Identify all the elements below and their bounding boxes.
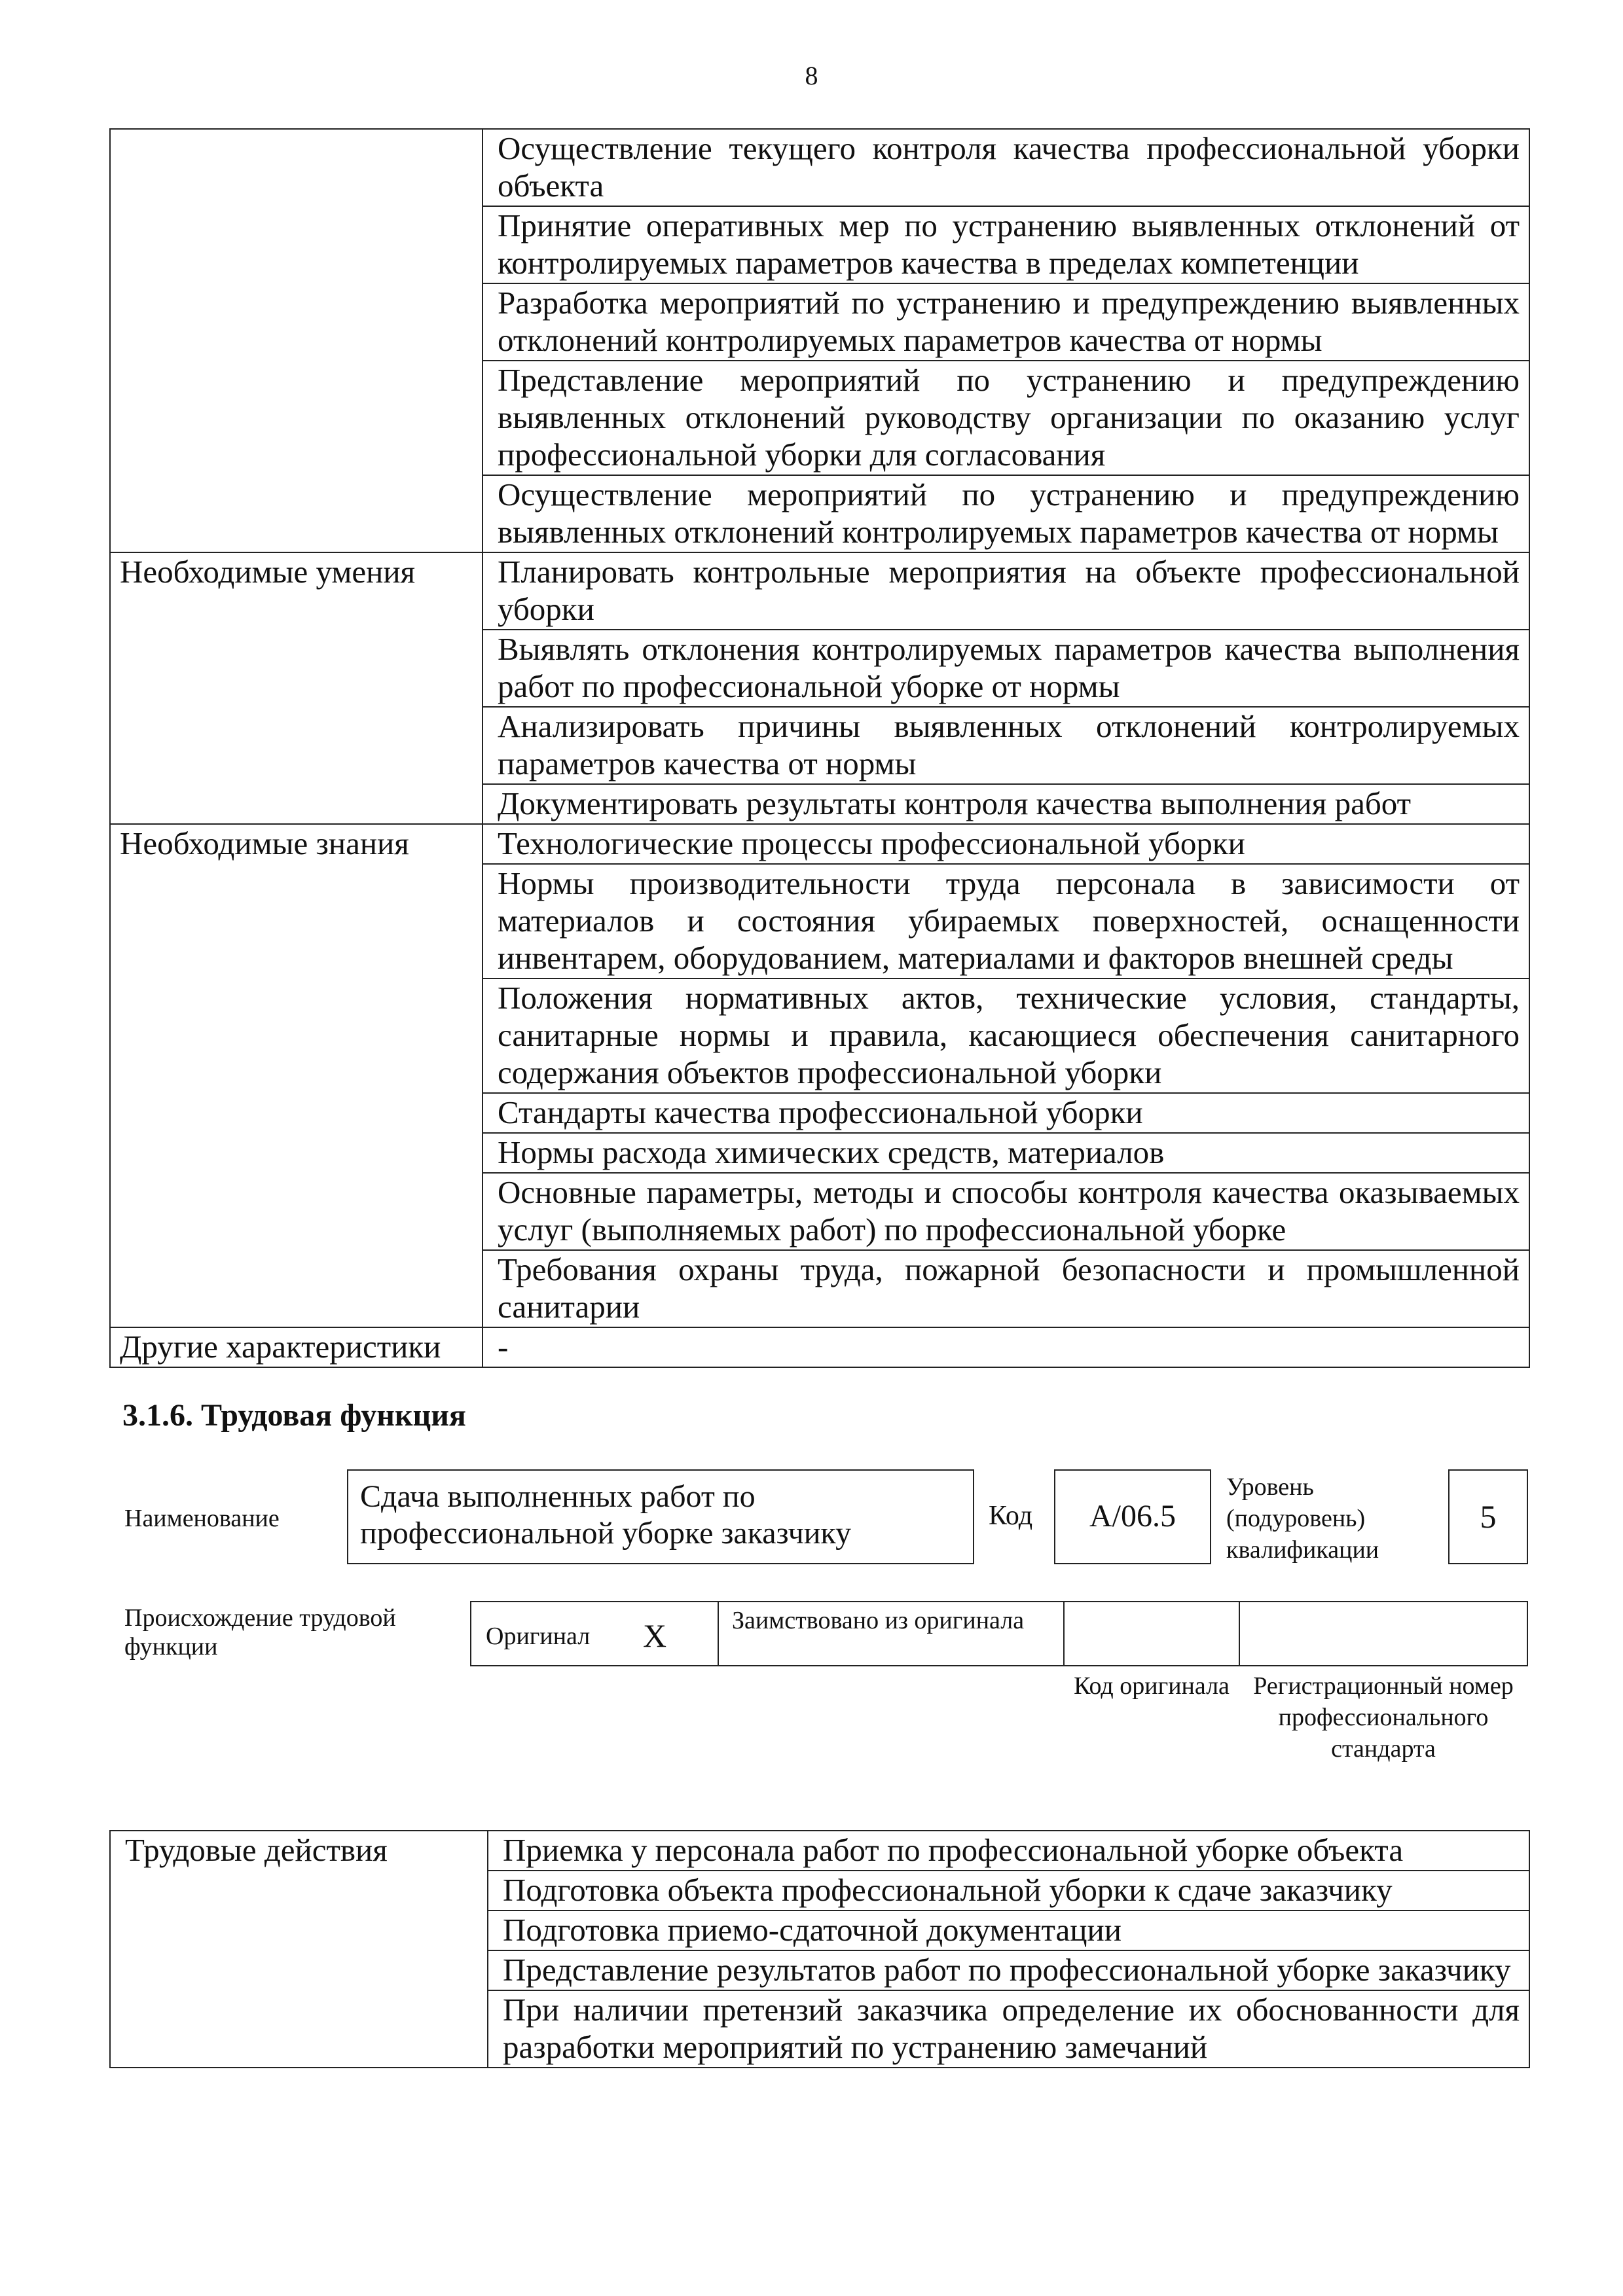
name-label: Наименование <box>124 1505 280 1532</box>
borrowed-label: Заимствовано из оригинала <box>732 1607 1025 1634</box>
qualification-level-box: 5 <box>1448 1469 1528 1564</box>
row-label-actions: Трудовые действия <box>110 1831 488 2068</box>
original-label: Оригинал <box>486 1623 591 1650</box>
table-cell: - <box>483 1327 1529 1367</box>
level-label-line: (подуровень) <box>1226 1505 1366 1532</box>
table-cell: Документировать результаты контроля качества выполнения работ <box>483 784 1529 824</box>
original-code-cell <box>1063 1601 1240 1666</box>
table-cell: Осуществление текущего контроля качества профессиональной уборки объекта <box>483 129 1529 206</box>
original-cell <box>470 1601 719 1666</box>
table-cell: Положения нормативных актов, технические условия, стандарты, санитарные нормы и правила, касающиеся обеспечения санитарного содержания объектов профессиональной уборки <box>483 978 1529 1093</box>
row-label-skills: Необходимые умения <box>110 552 483 824</box>
table-cell: Основные параметры, методы и способы контроля качества оказываемых услуг (выполняемых работ) по профессиональной уборке <box>483 1173 1529 1250</box>
table-cell: Требования охраны труда, пожарной безопасности и промышленной санитарии <box>483 1250 1529 1327</box>
borrowed-cell <box>718 1601 1065 1666</box>
table-row <box>110 129 1529 206</box>
function-name-box: Сдача выполненных работ по профессиональной уборке заказчику <box>347 1469 974 1564</box>
table-row <box>110 824 1529 864</box>
table-cell: Стандарты качества профессиональной уборки <box>483 1093 1529 1133</box>
table-cell: Осуществление мероприятий по устранению и предупреждению выявленных отклонений контролируемых параметров качества от нормы <box>483 475 1529 552</box>
page-number: 8 <box>805 61 818 90</box>
table-cell: Представление мероприятий по устранению и предупреждению выявленных отклонений руководству организации по оказанию услуг профессиональной уборки для согласования <box>483 361 1529 475</box>
table-cell: Технологические процессы профессиональной уборки <box>483 824 1529 864</box>
table-cell: Нормы расхода химических средств, материалов <box>483 1133 1529 1173</box>
table-cell: Подготовка объекта профессиональной уборки к сдаче заказчику <box>488 1871 1529 1910</box>
section-heading: 3.1.6. Трудовая функция <box>122 1398 466 1433</box>
row-label <box>110 129 483 552</box>
qualification-level-label <box>1226 1471 1379 1566</box>
table-cell: Выявлять отклонения контролируемых параметров качества выполнения работ по профессиональной уборке от нормы <box>483 630 1529 707</box>
original-mark: X <box>643 1617 667 1654</box>
competency-table <box>109 128 1530 1368</box>
row-label-knowledge: Необходимые знания <box>110 824 483 1327</box>
table-cell: Анализировать причины выявленных отклонений контролируемых параметров качества от нормы <box>483 707 1529 784</box>
code-label: Код <box>989 1501 1033 1531</box>
level-label-line: квалификации <box>1226 1536 1379 1564</box>
table-row <box>110 1327 1529 1367</box>
table-cell: Разработка мероприятий по устранению и предупреждению выявленных отклонений контролируемых параметров качества от нормы <box>483 283 1529 361</box>
table-row <box>110 1831 1529 1871</box>
row-label-other: Другие характеристики <box>110 1327 483 1367</box>
registration-number-caption: Регистрационный номер профессионального стандарта <box>1253 1672 1514 1763</box>
table-cell: Принятие оперативных мер по устранению выявленных отклонений от контролируемых параметров качества в пределах компетенции <box>483 206 1529 283</box>
origin-row <box>470 1601 1528 1666</box>
table-row <box>110 552 1529 630</box>
original-code-caption: Код оригинала <box>1074 1672 1230 1700</box>
table-cell: Нормы производительности труда персонала в зависимости от материалов и состояния убираемых поверхностей, оснащенности инвентарем, оборудованием, материалами и факторов внешней среды <box>483 864 1529 978</box>
level-label-line: Уровень <box>1226 1473 1314 1501</box>
registration-number-cell <box>1239 1601 1528 1666</box>
table-cell: Приемка у персонала работ по профессиональной уборке объекта <box>488 1831 1529 1871</box>
table-cell: Подготовка приемо-сдаточной документации <box>488 1910 1529 1950</box>
table-cell: Планировать контрольные мероприятия на объекте профессиональной уборки <box>483 552 1529 630</box>
table-cell: При наличии претензий заказчика определение их обоснованности для разработки мероприятий по устранению замечаний <box>488 1990 1529 2068</box>
labor-actions-table <box>109 1830 1530 2068</box>
table-cell: Представление результатов работ по профессиональной уборке заказчику <box>488 1950 1529 1990</box>
origin-label: Происхождение трудовой функции <box>124 1604 396 1660</box>
code-value-box: A/06.5 <box>1054 1469 1211 1564</box>
